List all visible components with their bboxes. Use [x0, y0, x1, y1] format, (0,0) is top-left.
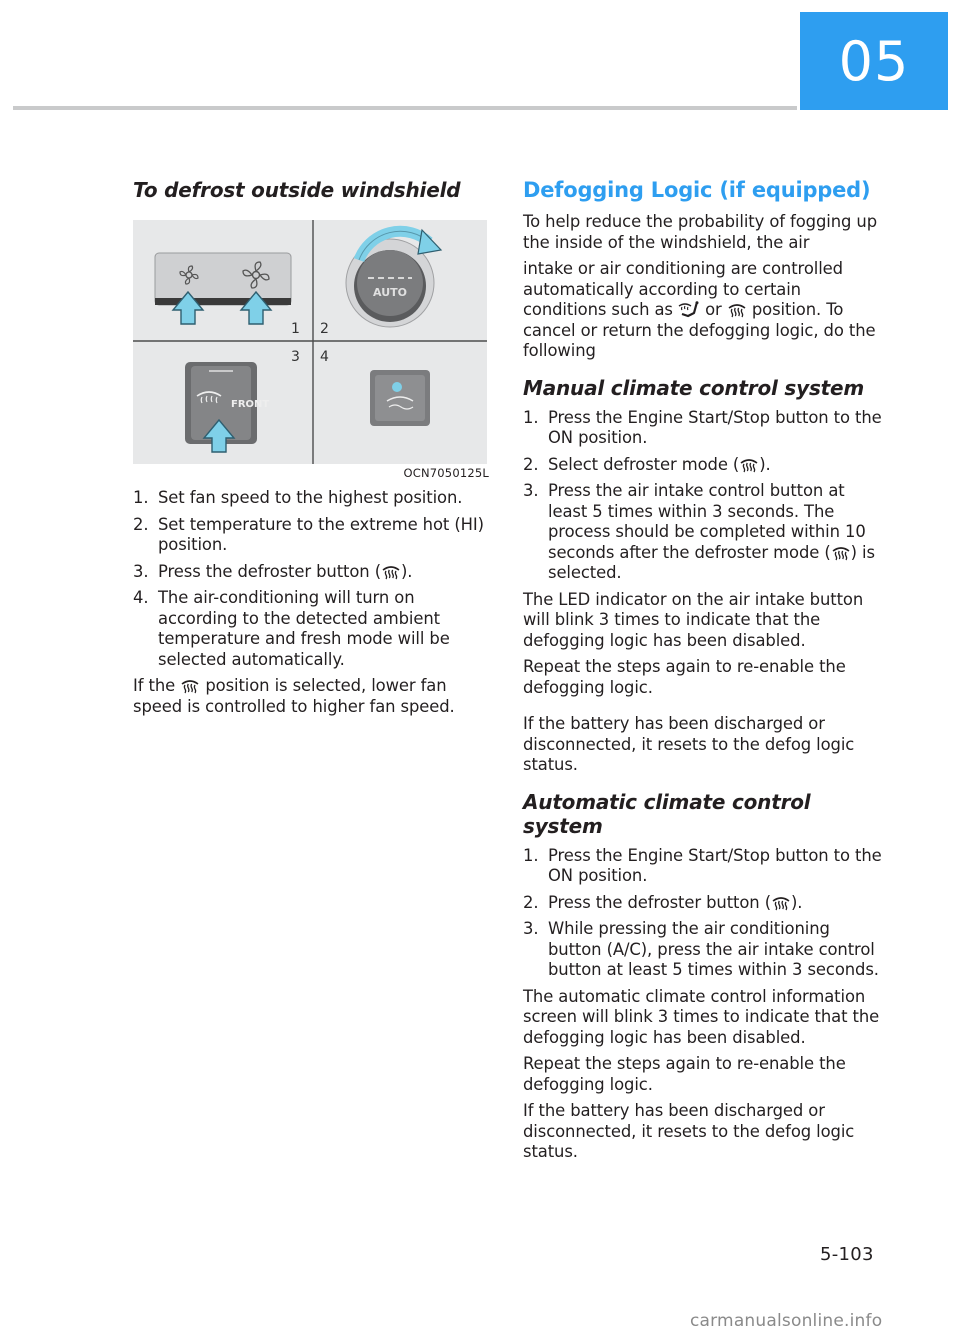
front-defrost-icon [831, 544, 851, 561]
control-panel-illustration [133, 220, 487, 464]
climate-control-figure [133, 220, 487, 464]
front-defrost-icon [180, 677, 200, 694]
intro-paragraph-2: intake or air conditioning are controlled automatically according to certain conditions such as or position. To cancel or return the defogging logic, do the following [523, 259, 876, 360]
auto-climate-heading: Automatic climate control system [523, 789, 811, 838]
section-heading-defogging: Defogging Logic (if equipped) [523, 178, 871, 202]
header-rule [13, 106, 797, 110]
manual-paragraph-2: Repeat the steps again to re-enable the defogging logic. [523, 657, 846, 697]
quadrant-label-4: 4 [320, 349, 329, 365]
front-defrost-icon [727, 301, 747, 318]
quadrant-label-2: 2 [320, 321, 329, 337]
intro-paragraph-1: To help reduce the probability of fogging up the inside of the windshield, the air [523, 212, 877, 252]
list-item: 2. Select defroster mode ( ). [523, 454, 771, 474]
auto-paragraph-2: Repeat the steps again to re-enable the defogging logic. [523, 1054, 846, 1094]
auto-paragraph-3: If the battery has been discharged or disconnected, it resets to the defog logic status. [523, 1101, 855, 1161]
list-item: 3. While pressing the air conditioning button (A/C), press the air intake control button at least 5 times within 3 seconds. [523, 919, 879, 979]
floor-defrost-icon [678, 301, 700, 318]
list-item: 1. Set fan speed to the highest position. [133, 488, 463, 507]
auto-paragraph-1: The automatic climate control information screen will blink 3 times to indicate that the defogging logic has been disabled. [523, 986, 880, 1047]
list-item: 2. Press the defroster button ( ). [523, 892, 803, 912]
list-item: 3. Press the defroster button ( ). [133, 561, 413, 581]
front-defrost-icon [739, 456, 759, 473]
front-defrost-icon [381, 563, 401, 580]
page-number: 5-103 [820, 1244, 874, 1265]
defrost-steps-list [133, 488, 489, 670]
fan-speed-note: If the position is selected, lower fan speed is controlled to higher fan speed. [133, 676, 455, 716]
quadrant-label-3: 3 [291, 349, 300, 365]
list-item: 2. Set temperature to the extreme hot (HI) position. [133, 514, 484, 554]
watermark: carmanualsonline.info [690, 1311, 883, 1331]
manual-paragraph-3: If the battery has been discharged or disconnected, it resets to the defog logic status. [523, 714, 855, 774]
manual-climate-heading: Manual climate control system [523, 375, 865, 400]
front-defrost-icon [771, 894, 791, 911]
left-column [133, 178, 489, 723]
manual-paragraph-1: The LED indicator on the air intake button will blink 3 times to indicate that the defogging logic has been disabled. [523, 589, 864, 650]
auto-steps-list [523, 846, 883, 981]
list-item: 1. Press the Engine Start/Stop button to the ON position. [523, 845, 882, 885]
chapter-tab: 05 [800, 12, 948, 110]
list-item: 1. Press the Engine Start/Stop button to the ON position. [523, 407, 882, 447]
list-item: 4. The air-conditioning will turn on according to the detected ambient temperature and fresh mode will be selected automatically. [133, 588, 450, 669]
quadrant-label-1: 1 [291, 321, 300, 337]
front-label: FRONT [231, 399, 270, 410]
auto-label: AUTO [373, 286, 407, 299]
section-heading-defrost: To defrost outside windshield [133, 178, 461, 202]
figure-code: OCN7050125L [403, 466, 489, 480]
manual-steps-list [523, 408, 883, 584]
list-item: 3. Press the air intake control button at least 5 times within 3 seconds. The process should be completed within 10 seconds after the defroster mode ( ) is selected. [523, 481, 875, 582]
right-column [523, 178, 883, 1169]
